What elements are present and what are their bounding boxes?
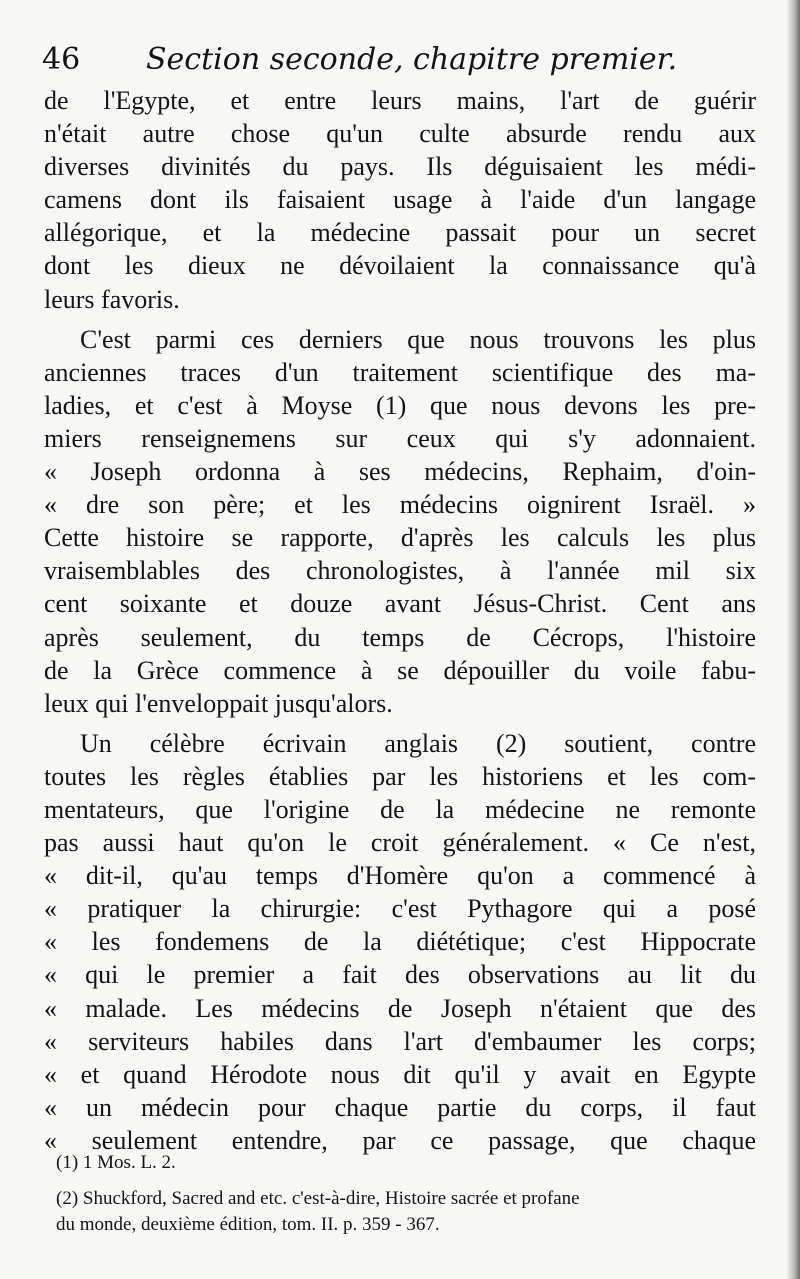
footnote-1: (1) 1 Mos. L. 2. bbox=[56, 1152, 176, 1173]
footnote-spacer bbox=[56, 1176, 756, 1186]
text-line: pas aussi haut qu'on le croit généralement. « Ce n'est, bbox=[44, 828, 756, 858]
text-line: « et quand Hérodote nous dit qu'il y avait en Egypte bbox=[44, 1059, 756, 1089]
text-line: Cette histoire se rapporte, d'après les calculs les plus bbox=[44, 523, 756, 553]
footnote-2: (2) Shuckford, Sacred and etc. c'est-à-dire, Histoire sacrée et profane bbox=[56, 1188, 580, 1209]
text-line: miers renseignemens sur ceux qui s'y adonnaient. bbox=[44, 423, 756, 453]
text-line: « Joseph ordonna à ses médecins, Rephaim, d'oin- bbox=[44, 457, 756, 487]
text-line: cent soixante et douze avant Jésus-Christ. Cent ans bbox=[44, 589, 756, 619]
footnotes bbox=[56, 1150, 756, 1238]
text-line: « un médecin pour chaque partie du corps, il faut bbox=[44, 1092, 756, 1122]
text-line: « les fondemens de la diététique; c'est Hippocrate bbox=[44, 927, 756, 957]
text-line: diverses divinités du pays. Ils déguisaient les médi- bbox=[44, 152, 756, 182]
text-line: « malade. Les médecins de Joseph n'étaient que des bbox=[44, 993, 756, 1023]
page-number: 46 bbox=[42, 42, 81, 77]
paragraph-2 bbox=[44, 323, 756, 720]
text-line: « dre son père; et les médecins oignirent Israël. » bbox=[44, 490, 756, 520]
text-line: « dit-il, qu'au temps d'Homère qu'on a commencé à bbox=[44, 861, 756, 891]
text-line: après seulement, du temps de Cécrops, l'histoire bbox=[44, 622, 756, 652]
text-line: anciennes traces d'un traitement scientifique des ma- bbox=[44, 357, 756, 387]
text-line: vraisemblables des chronologistes, à l'année mil six bbox=[44, 556, 756, 586]
page-edge-shadow bbox=[786, 0, 800, 1279]
text-line: « pratiquer la chirurgie: c'est Pythagore qui a posé bbox=[44, 894, 756, 924]
text-line: toutes les règles établies par les historiens et les com- bbox=[44, 761, 756, 791]
text-line: Un célèbre écrivain anglais (2) soutient, contre bbox=[80, 728, 756, 758]
text-line: « serviteurs habiles dans l'art d'embaumer les corps; bbox=[44, 1026, 756, 1056]
text-line: « seulement entendre, par ce passage, que chaque bbox=[44, 1125, 756, 1155]
footnote-2-continuation: du monde, deuxième édition, tom. II. p. 359 - 367. bbox=[56, 1214, 440, 1235]
body-text bbox=[44, 84, 756, 1164]
text-line: allégorique, et la médecine passait pour un secret bbox=[44, 218, 756, 248]
text-line: leux qui l'enveloppait jusqu'alors. bbox=[44, 688, 393, 718]
text-line: dont les dieux ne dévoilaient la connaissance qu'à bbox=[44, 251, 756, 281]
text-line: mentateurs, que l'origine de la médecine ne remonte bbox=[44, 794, 756, 824]
text-line: de l'Egypte, et entre leurs mains, l'art de guérir bbox=[44, 86, 756, 115]
text-line: de la Grèce commence à se dépouiller du voile fabu- bbox=[44, 655, 756, 685]
text-line: leurs favoris. bbox=[44, 284, 180, 314]
paragraph-1 bbox=[44, 84, 756, 316]
running-head bbox=[42, 38, 762, 82]
text-line: « qui le premier a fait des observations au lit du bbox=[44, 960, 756, 990]
text-line: C'est parmi ces derniers que nous trouvons les plus bbox=[80, 324, 756, 354]
text-line: n'était autre chose qu'un culte absurde rendu aux bbox=[44, 119, 756, 149]
paragraph-3 bbox=[44, 727, 756, 1157]
running-title: Section seconde, chapitre premier. bbox=[146, 42, 678, 77]
text-line: camens dont ils faisaient usage à l'aide d'un langage bbox=[44, 185, 756, 215]
text-line: ladies, et c'est à Moyse (1) que nous devons les pre- bbox=[44, 390, 756, 420]
